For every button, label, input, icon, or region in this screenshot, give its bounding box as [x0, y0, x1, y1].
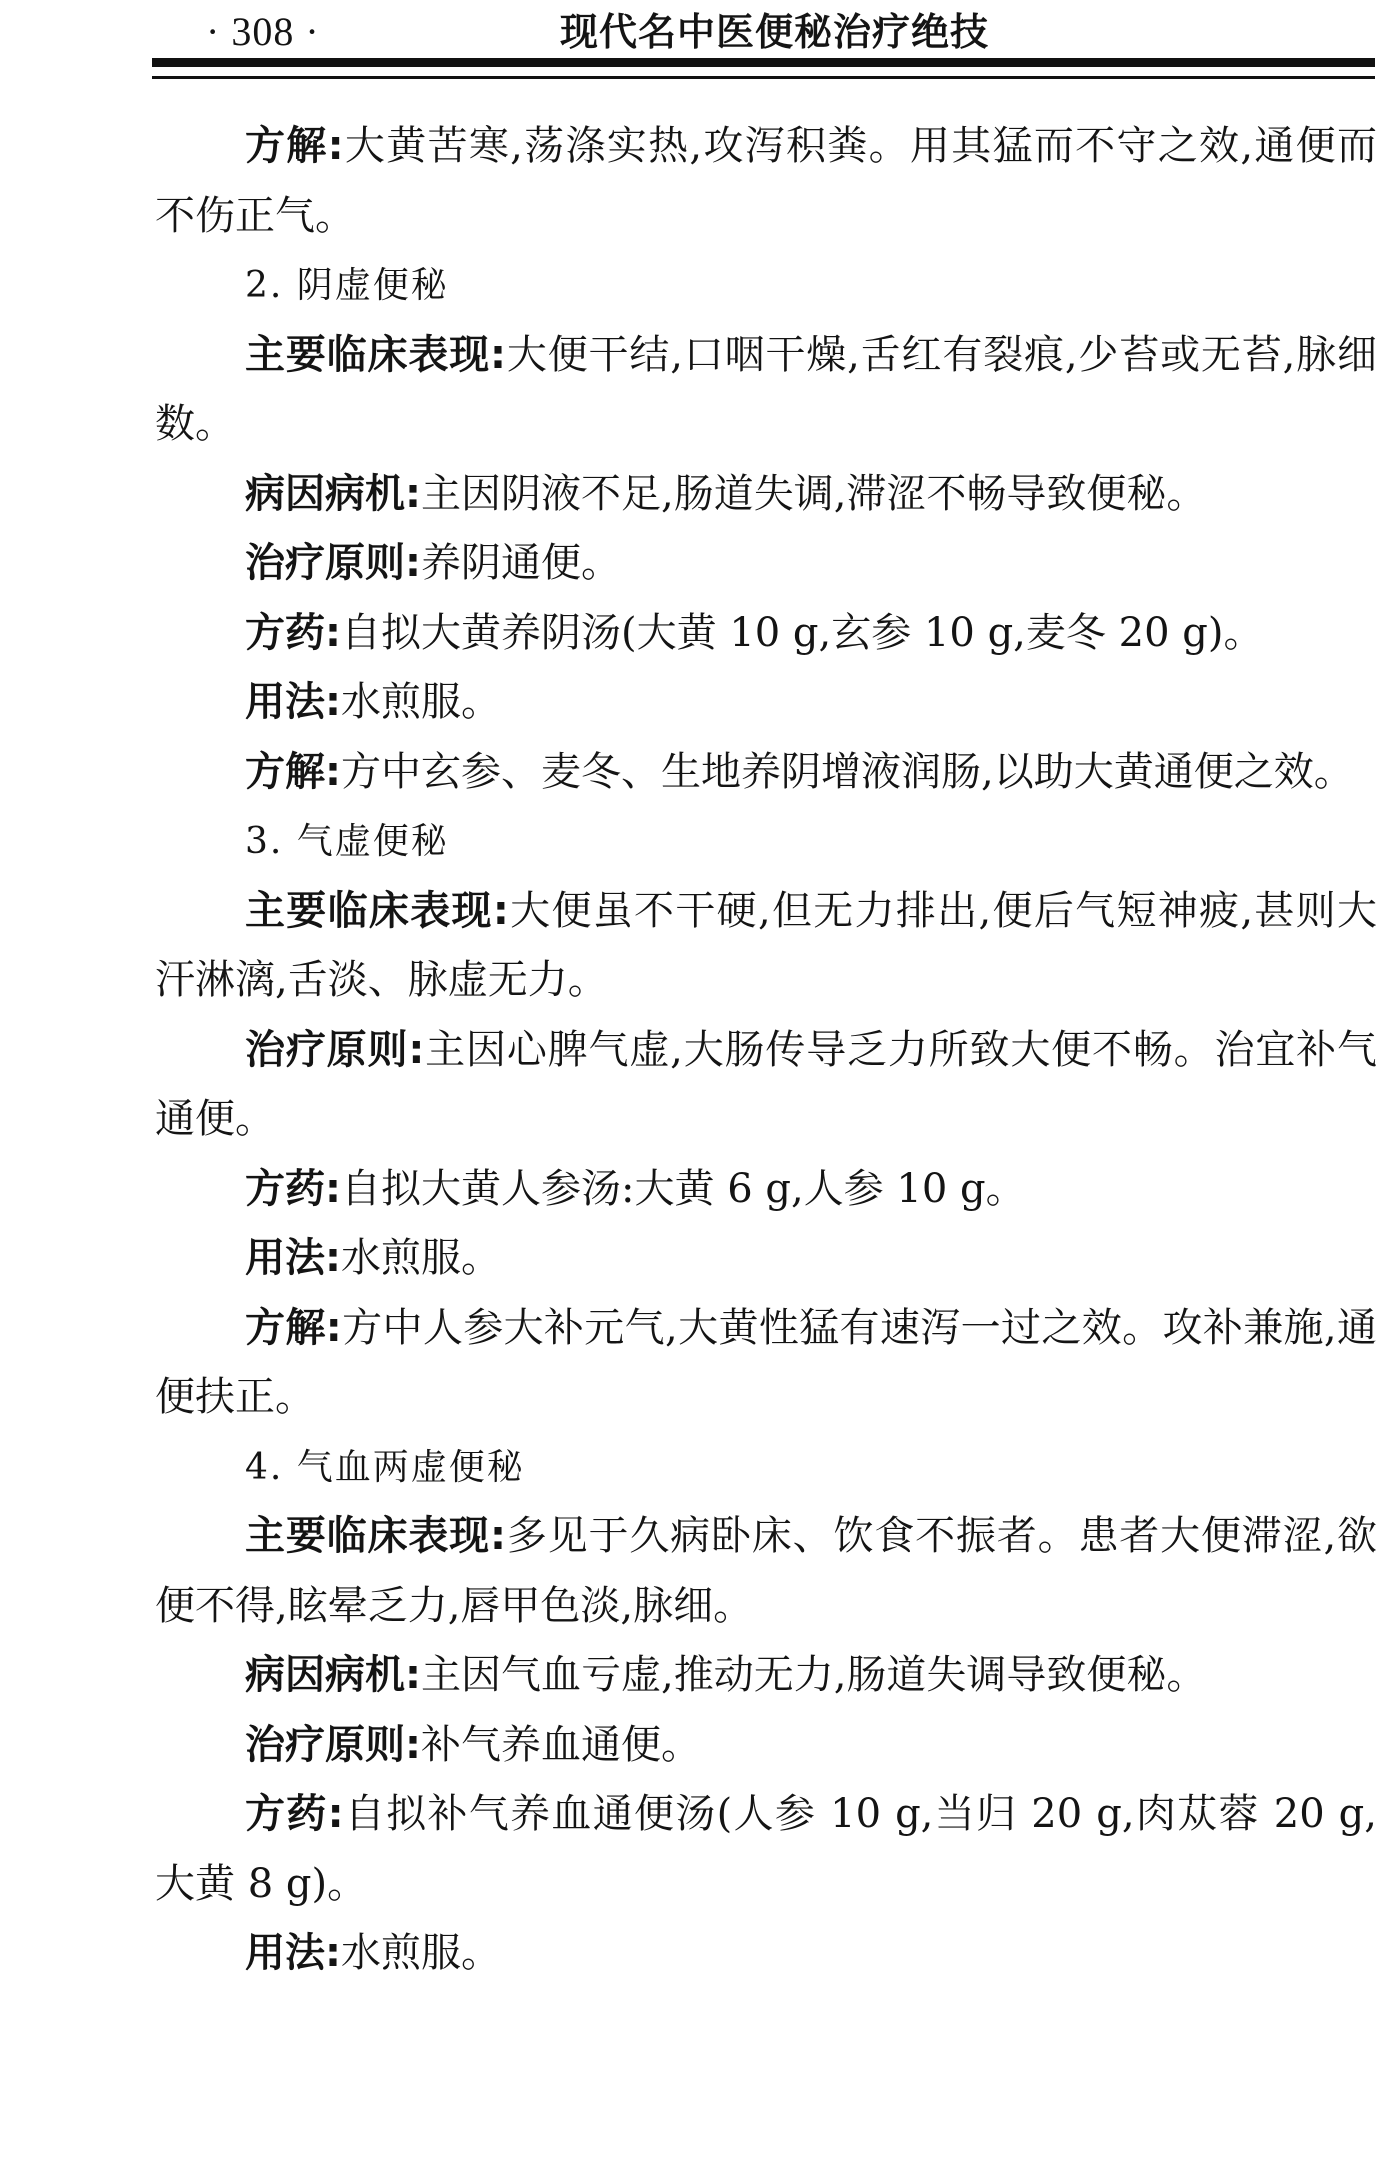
- paragraph-label: 治疗原则:: [245, 1026, 425, 1073]
- paragraph-label: 方解:: [245, 1304, 342, 1351]
- paragraph-text: 水煎服。: [341, 1235, 501, 1281]
- paragraph-text: 多见于久病卧床、饮食不振者。患者大便滞涩,欲便不得,眩晕乏力,唇甲色淡,脉细。: [155, 1513, 1378, 1629]
- paragraph: [155, 877, 1377, 1016]
- section-heading: 2. 阴虚便秘: [245, 265, 449, 306]
- paragraph: [155, 1780, 1377, 1919]
- paragraph-text: 自拟大黄养阴汤(大黄 10 g,玄参 10 g,麦冬 20 g)。: [341, 609, 1264, 656]
- paragraph: [155, 1294, 1377, 1433]
- paragraph: [155, 1224, 1377, 1294]
- section-heading: 3. 气虚便秘: [245, 821, 449, 862]
- paragraph-text: 大便虽不干硬,但无力排出,便后气短神疲,甚则大汗淋漓,舌淡、脉虚无力。: [155, 887, 1377, 1003]
- paragraph-label: 方解:: [245, 123, 344, 169]
- paragraph: [155, 460, 1377, 530]
- paragraph-text: 主因心脾气虚,大肠传导乏力所致大便不畅。治宜补气通便。: [155, 1026, 1377, 1142]
- paragraph: [155, 599, 1377, 669]
- paragraph: [155, 112, 1377, 251]
- paragraph: [155, 1711, 1377, 1781]
- paragraph: [155, 1016, 1377, 1155]
- section-heading: 4. 气血两虚便秘: [245, 1446, 525, 1488]
- paragraph-text: 大便干结,口咽干燥,舌红有裂痕,少苔或无苔,脉细数。: [155, 331, 1378, 447]
- paragraph-text: 自拟补气养血通便汤(人参 10 g,当归 20 g,肉苁蓉 20 g,大黄 8 g)。: [155, 1791, 1377, 1907]
- paragraph: [155, 738, 1377, 808]
- paragraph-label: 主要临床表现:: [245, 1513, 506, 1559]
- paragraph-label: 方解:: [245, 748, 341, 795]
- page-body: [155, 112, 1377, 1989]
- paragraph: [155, 1641, 1377, 1711]
- paragraph-label: 病因病机:: [245, 470, 421, 517]
- paragraph: [155, 1919, 1377, 1989]
- paragraph-label: 方药:: [245, 609, 341, 656]
- paragraph: [155, 1502, 1377, 1641]
- running-title: 现代名中医便秘治疗绝技: [560, 10, 990, 54]
- paragraph: [155, 668, 1377, 738]
- paragraph-text: 方中人参大补元气,大黄性猛有速泻一过之效。攻补兼施,通便扶正。: [155, 1304, 1377, 1420]
- header-rule-thin: [152, 76, 1375, 79]
- paragraph-label: 治疗原则:: [245, 540, 421, 586]
- paragraph-text: 方中玄参、麦冬、生地养阴增液润肠,以助大黄通便之效。: [341, 748, 1354, 795]
- paragraph-text: 自拟大黄人参汤:大黄 6 g,人参 10 g。: [341, 1165, 1026, 1212]
- paragraph: [155, 1155, 1377, 1225]
- paragraph-label: 用法:: [245, 1930, 341, 1976]
- paragraph-label: 用法:: [245, 1235, 341, 1281]
- paragraph: [155, 529, 1377, 599]
- paragraph-text: 水煎服。: [341, 679, 501, 725]
- page-number: · 308 ·: [206, 9, 320, 54]
- paragraph-label: 用法:: [245, 679, 341, 725]
- paragraph-text: 主因阴液不足,肠道失调,滞涩不畅导致便秘。: [421, 470, 1207, 517]
- paragraph-text: 补气养血通便。: [421, 1721, 701, 1768]
- paragraph-text: 大黄苦寒,荡涤实热,攻泻积粪。用其猛而不守之效,通便而不伤正气。: [155, 123, 1377, 239]
- header-rule-thick: [152, 58, 1375, 67]
- paragraph-label: 方药:: [245, 1165, 341, 1212]
- paragraph-label: 病因病机:: [245, 1652, 421, 1698]
- paragraph-label: 方药:: [245, 1791, 344, 1837]
- paragraph-label: 治疗原则:: [245, 1721, 421, 1768]
- paragraph-label: 主要临床表现:: [245, 331, 507, 378]
- paragraph-text: 养阴通便。: [421, 540, 621, 586]
- paragraph-label: 主要临床表现:: [245, 887, 509, 934]
- page-header: [0, 0, 1392, 80]
- paragraph: [155, 321, 1377, 460]
- paragraph-text: 主因气血亏虚,推动无力,肠道失调导致便秘。: [421, 1652, 1207, 1698]
- paragraph-text: 水煎服。: [341, 1930, 501, 1976]
